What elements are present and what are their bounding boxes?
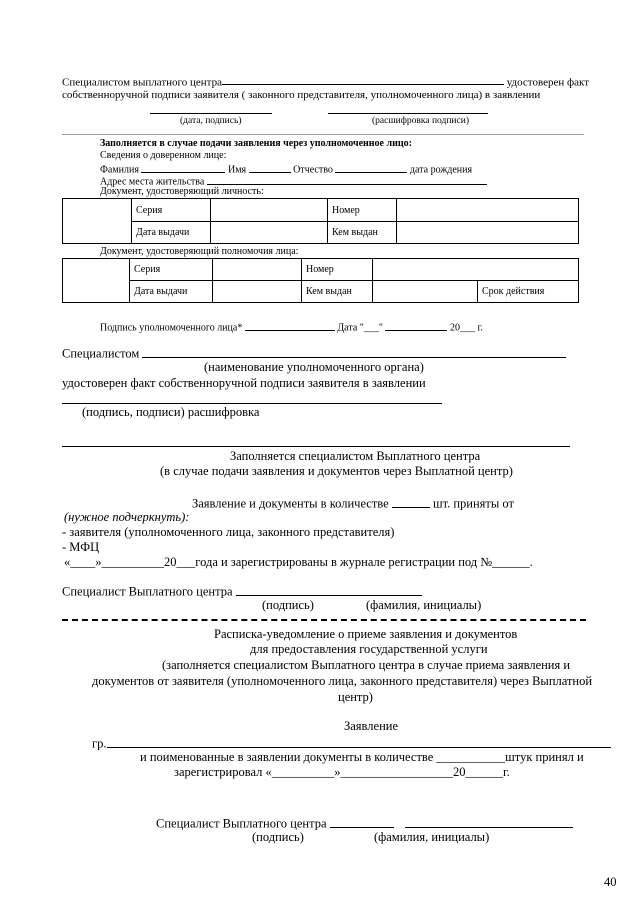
receipt-title1: Расписка-уведомление о приеме заявления и документов [214,627,518,641]
top-line1 [62,75,589,88]
page-number: 40 [604,875,617,889]
receipt-name-field[interactable] [405,816,573,828]
option-applicant[interactable]: - заявителя (уполномоченного лица, законного представителя) [62,525,395,539]
receipt-note1: (заполняется специалистом Выплатного центра в случае приема заявления и [162,658,571,672]
issued-by-field[interactable] [397,222,579,244]
series-field[interactable] [213,259,302,281]
label-address: Адрес места жительства [100,176,205,188]
series-label: Серия [132,199,211,222]
receipt-caption-name: (фамилия, инициалы) [374,830,490,844]
number-label: Номер [328,199,397,222]
center-subtitle: (в случае подачи заявления и документов через Выплатной центр) [160,464,513,478]
accepted-line [192,496,514,510]
receipt-sign-field[interactable] [330,816,394,828]
issue-date-field[interactable] [213,281,302,303]
proxy-fio-line [100,163,472,176]
label-year: 20___ г. [449,322,483,334]
registered-line: зарегистрировал «__________»__________________20______г. [174,765,510,779]
doc-authority-label: Документ, удостоверяющий полномочия лица: [100,246,299,257]
organ-caption: (наименование уполномоченного органа) [204,360,424,374]
receipt-caption-sign: (подпись) [252,830,304,844]
divider [62,134,584,135]
center-spec-line [62,584,422,598]
issue-date-field[interactable] [211,222,328,244]
issued-by-label: Кем выдан [328,222,397,244]
cut-line [62,619,586,621]
issue-date-label: Дата выдачи [130,281,213,303]
proxy-info: Сведения о доверенном лице: [100,150,227,161]
patronymic-field[interactable] [335,163,407,173]
issued-by-label: Кем выдан [302,281,373,303]
date-sign-line[interactable] [150,113,272,114]
caption-name: (фамилия, инициалы) [366,598,482,612]
doc-identity-label: Документ, удостоверяющий личность: [100,186,264,197]
center-spec-field[interactable] [236,584,422,596]
option-mfc[interactable]: - МФЦ [62,540,100,554]
surname-field[interactable] [141,163,225,173]
authority-doc-table [62,258,579,303]
sig-caption: (подпись, подписи) расшифровка [82,405,260,419]
number-field[interactable] [397,199,579,222]
series-label: Серия [130,259,213,281]
receipt-application: Заявление [344,719,399,733]
series-field[interactable] [211,199,328,222]
top-line1-left: Специалистом выплатного центра [62,76,222,89]
number-field[interactable] [373,259,579,281]
caption-date-sign: (дата, подпись) [180,116,242,126]
validity-label: Срок действия [478,281,579,303]
specialist-line [62,346,566,360]
label-patronymic: Отчество [293,164,333,176]
label-receipt-specialist: Специалист Выплатного центра [156,816,327,831]
label-surname: Фамилия [100,164,139,176]
organ-field[interactable] [142,346,566,358]
label-name: Имя [227,164,247,176]
address-field[interactable] [207,175,487,185]
receipt-note2: документов от заявителя (уполномоченного лица, законного представителя) через Выплатной [92,674,593,688]
caption-sign: (подпись) [262,598,314,612]
label-signature: Подпись уполномоченного лица* [100,322,243,334]
docs-line: и поименованные в заявлении документы в количестве ___________штук принял и [140,750,584,764]
top-line2: собственноручной подписи заявителя ( законного представителя, уполномоченного лица) в заявлении [62,89,541,101]
receipt-note3: центр) [338,690,373,704]
certified-text: удостоверен факт собственноручной подписи заявителя в заявлении [62,376,426,390]
issue-date-label: Дата выдачи [132,222,211,244]
number-label: Номер [302,259,373,281]
receipt-spec-line [156,816,573,830]
label-gr: гр. [92,736,107,751]
gr-line [92,736,611,750]
date-field[interactable] [385,321,447,331]
decode-sign-line[interactable] [328,113,488,114]
proxy-heading: Заполняется в случае подачи заявления через уполномоченное лицо: [100,138,412,149]
center-title: Заполняется специалистом Выплатного центра [230,449,481,463]
label-birth: дата рождения [409,164,473,176]
label-center-specialist: Специалист Выплатного центра [62,584,233,599]
identity-doc-table [62,198,579,244]
registration-line: «____»__________20___года и зарегистрированы в журнале регистрации под №______. [64,555,533,569]
divider [62,446,570,447]
blank[interactable] [222,75,504,85]
label-accepted: Заявление и документы в количестве [192,496,389,511]
top-line1-right: удостоверен факт [506,76,590,89]
signature-field[interactable] [245,321,335,331]
signature-line[interactable] [62,403,442,404]
label-specialist: Специалистом [62,346,140,361]
underline-note: (нужное подчеркнуть): [64,510,190,524]
label-date: Дата "___" [337,322,383,334]
label-accepted-from: шт. приняты от [432,496,514,511]
proxy-signature-line [100,321,483,334]
citizen-field[interactable] [107,736,611,748]
name-field[interactable] [249,163,291,173]
caption-decode: (расшифровка подписи) [372,116,469,126]
count-field[interactable] [392,496,430,508]
table-cell [63,199,132,244]
table-cell [63,259,130,303]
issued-by-field[interactable] [373,281,478,303]
receipt-title2: для предоставления государственной услуги [250,642,488,656]
